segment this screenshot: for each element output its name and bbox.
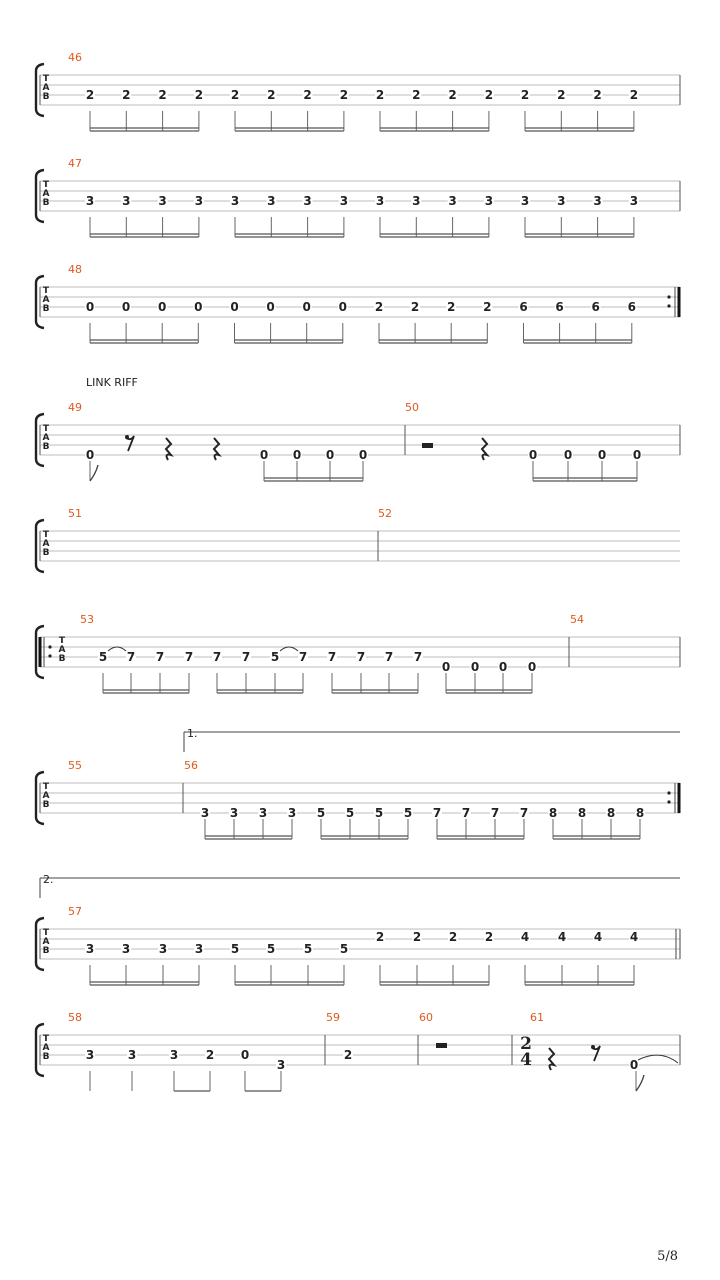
fret-number: 7 — [155, 650, 165, 664]
measure-number: 47 — [68, 157, 82, 170]
fret-number: 2 — [85, 88, 95, 102]
fret-number: 4 — [629, 930, 639, 944]
fret-number: 6 — [627, 300, 636, 314]
fret-number: 2 — [412, 930, 422, 944]
fret-number: 2 — [447, 300, 456, 314]
fret-number: 3 — [85, 194, 95, 208]
fret-number: 7 — [461, 806, 471, 820]
measure-number: 49 — [68, 401, 82, 414]
fret-number: 8 — [606, 806, 616, 820]
fret-number: 0 — [528, 448, 538, 462]
fret-number: 2 — [483, 300, 492, 314]
tie-arc — [280, 647, 298, 651]
fret-number: 2 — [484, 88, 494, 102]
fret-number: 2 — [448, 88, 457, 102]
fret-number: 3 — [122, 194, 131, 208]
fret-number: 2 — [122, 88, 131, 102]
fret-number: 2 — [375, 930, 385, 944]
fret-number: 0 — [358, 448, 368, 462]
fret-number: 7 — [432, 806, 442, 820]
tab-letter: T — [42, 424, 50, 434]
repeat-dot — [667, 791, 670, 794]
fret-number: 3 — [229, 806, 239, 820]
fret-number: 3 — [194, 942, 204, 956]
fret-number: 2 — [375, 88, 385, 102]
rest-block — [436, 1043, 447, 1048]
fret-number: 7 — [519, 806, 529, 820]
fret-number: 7 — [241, 650, 251, 664]
fret-number: 0 — [121, 300, 131, 314]
section-label-link-riff: LINK RIFF — [86, 376, 138, 389]
tab-letter: A — [42, 791, 50, 801]
tab-letter: T — [42, 180, 50, 190]
repeat-dot — [48, 645, 51, 648]
volta-label-2: 2. — [43, 873, 54, 886]
fret-number: 3 — [194, 194, 204, 208]
fret-number: 0 — [527, 660, 537, 674]
fret-number: 0 — [292, 448, 302, 462]
fret-number: 7 — [413, 650, 423, 664]
fret-number: 2 — [412, 88, 421, 102]
fret-number: 8 — [635, 806, 645, 820]
fret-number: 3 — [557, 194, 566, 208]
fret-number: 2 — [520, 88, 530, 102]
fret-number: 0 — [266, 300, 275, 314]
fret-number: 3 — [121, 942, 131, 956]
tie-arc — [108, 647, 126, 651]
fret-number: 2 — [484, 930, 494, 944]
quarter-rest — [482, 438, 487, 460]
fret-number: 6 — [519, 300, 528, 314]
fret-number: 5 — [339, 942, 349, 956]
tab-letter: B — [42, 92, 50, 102]
tab-letter: A — [42, 189, 50, 199]
quarter-rest — [214, 438, 219, 460]
measure-number: 55 — [68, 759, 82, 772]
fret-number: 3 — [520, 194, 530, 208]
fret-number: 0 — [629, 1058, 639, 1072]
tab-letter: B — [42, 1052, 50, 1062]
tab-letter: T — [42, 782, 50, 792]
fret-number: 3 — [276, 1058, 286, 1072]
tab-letter: A — [42, 433, 50, 443]
fret-number: 7 — [126, 650, 136, 664]
fret-number: 3 — [169, 1048, 179, 1062]
fret-number: 0 — [470, 660, 480, 674]
fret-number: 2 — [194, 88, 204, 102]
fret-number: 3 — [158, 194, 167, 208]
fret-number: 2 — [448, 930, 458, 944]
fret-number: 0 — [158, 300, 167, 314]
fret-number: 0 — [302, 300, 311, 314]
fret-number: 8 — [548, 806, 558, 820]
fret-number: 8 — [577, 806, 587, 820]
fret-number: 0 — [563, 448, 573, 462]
note-flag — [90, 465, 98, 481]
fret-number: 3 — [230, 194, 240, 208]
fret-number: 2 — [629, 88, 639, 102]
measure-number: 50 — [405, 401, 419, 414]
fret-number: 2 — [410, 300, 420, 314]
fret-number: 0 — [632, 448, 642, 462]
tab-letter: A — [42, 83, 50, 93]
measure-number: 54 — [570, 613, 584, 626]
tab-letter: B — [42, 442, 50, 452]
fret-number: 3 — [375, 194, 385, 208]
fret-number: 2 — [205, 1048, 215, 1062]
tab-letter: A — [42, 295, 50, 305]
measure-number: 56 — [184, 759, 198, 772]
fret-number: 7 — [298, 650, 308, 664]
fret-number: 0 — [259, 448, 269, 462]
fret-number: 3 — [258, 806, 268, 820]
time-signature-bottom: 4 — [520, 1050, 532, 1070]
fret-number: 4 — [520, 930, 530, 944]
tab-letter: B — [58, 654, 66, 664]
fret-number: 5 — [374, 806, 384, 820]
page-number: 5/8 — [657, 1249, 678, 1264]
fret-number: 3 — [127, 1048, 137, 1062]
fret-number: 3 — [484, 194, 494, 208]
fret-number: 2 — [557, 88, 566, 102]
tie-arc — [638, 1055, 678, 1063]
fret-number: 3 — [303, 194, 312, 208]
fret-number: 3 — [287, 806, 297, 820]
fret-number: 7 — [327, 650, 337, 664]
note-flag — [636, 1075, 644, 1091]
fret-number: 3 — [85, 1048, 95, 1062]
tab-letter: A — [58, 645, 66, 655]
half-rest — [422, 443, 433, 448]
measure-number: 51 — [68, 507, 82, 520]
fret-number: 0 — [325, 448, 335, 462]
fret-number: 3 — [412, 194, 421, 208]
repeat-dot — [667, 304, 670, 307]
fret-number: 3 — [448, 194, 457, 208]
fret-number: 3 — [339, 194, 349, 208]
fret-number: 4 — [557, 930, 567, 944]
repeat-dot — [48, 654, 51, 657]
fret-number: 0 — [230, 300, 239, 314]
fret-number: 3 — [629, 194, 639, 208]
fret-number: 6 — [591, 300, 600, 314]
fret-number: 5 — [270, 650, 280, 664]
fret-number: 5 — [345, 806, 355, 820]
fret-number: 2 — [374, 300, 384, 314]
tab-letter: A — [42, 937, 50, 947]
fret-number: 0 — [338, 300, 347, 314]
fret-number: 2 — [158, 88, 167, 102]
fret-number: 7 — [490, 806, 500, 820]
fret-number: 7 — [356, 650, 366, 664]
fret-number: 0 — [498, 660, 508, 674]
fret-number: 5 — [98, 650, 108, 664]
fret-number: 5 — [403, 806, 413, 820]
fret-number: 2 — [230, 88, 240, 102]
fret-number: 0 — [597, 448, 607, 462]
fret-number: 7 — [212, 650, 222, 664]
measure-number: 53 — [80, 613, 94, 626]
fret-number: 3 — [200, 806, 210, 820]
eighth-rest-dot — [125, 435, 129, 439]
measure-number: 48 — [68, 263, 82, 276]
fret-number: 0 — [85, 448, 95, 462]
tab-letter: B — [42, 548, 50, 558]
tab-letter: B — [42, 946, 50, 956]
fret-number: 3 — [267, 194, 276, 208]
tab-letter: T — [58, 636, 66, 646]
tab-letter: T — [42, 74, 50, 84]
tab-letter: T — [42, 1034, 50, 1044]
fret-number: 5 — [303, 942, 313, 956]
tab-letter: T — [42, 530, 50, 540]
tab-letter: B — [42, 304, 50, 314]
fret-number: 5 — [230, 942, 240, 956]
time-signature-top: 2 — [520, 1034, 532, 1054]
fret-number: 0 — [240, 1048, 250, 1062]
volta-label-1: 1. — [187, 727, 198, 740]
quarter-rest — [549, 1048, 554, 1070]
fret-number: 6 — [555, 300, 564, 314]
fret-number: 7 — [184, 650, 194, 664]
tab-letter: A — [42, 1043, 50, 1053]
repeat-dot — [667, 800, 670, 803]
measure-number: 61 — [530, 1011, 544, 1024]
tab-letter: A — [42, 539, 50, 549]
fret-number: 2 — [343, 1048, 353, 1062]
measure-number: 59 — [326, 1011, 340, 1024]
eighth-rest-dot — [591, 1045, 595, 1049]
measure-number: 60 — [419, 1011, 433, 1024]
repeat-dot — [667, 295, 670, 298]
measure-number: 58 — [68, 1011, 82, 1024]
fret-number: 0 — [441, 660, 451, 674]
fret-number: 2 — [339, 88, 349, 102]
tab-letter: B — [42, 800, 50, 810]
fret-number: 3 — [158, 942, 168, 956]
fret-number: 0 — [194, 300, 203, 314]
tab-letter: B — [42, 198, 50, 208]
fret-number: 7 — [384, 650, 394, 664]
fret-number: 4 — [593, 930, 603, 944]
fret-number: 0 — [85, 300, 95, 314]
fret-number: 2 — [593, 88, 602, 102]
measure-number: 57 — [68, 905, 82, 918]
measure-number: 52 — [378, 507, 392, 520]
fret-number: 2 — [303, 88, 312, 102]
fret-number: 3 — [85, 942, 95, 956]
fret-number: 2 — [267, 88, 276, 102]
quarter-rest — [166, 438, 171, 460]
measure-number: 46 — [68, 51, 82, 64]
fret-number: 5 — [266, 942, 276, 956]
tab-letter: T — [42, 928, 50, 938]
fret-number: 3 — [593, 194, 602, 208]
tab-letter: T — [42, 286, 50, 296]
fret-number: 5 — [316, 806, 326, 820]
